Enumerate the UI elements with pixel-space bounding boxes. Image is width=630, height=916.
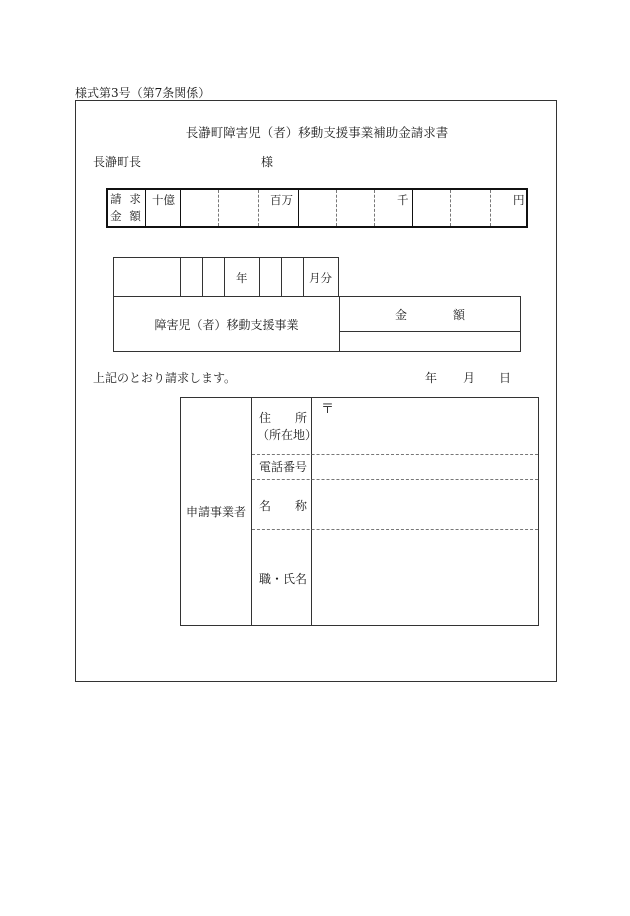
address-sublabel: （所在地） (257, 428, 318, 442)
period-cell (303, 258, 304, 296)
position-name-label: 職・氏名 (259, 572, 308, 586)
name-label (259, 498, 307, 515)
applicant-table (180, 397, 539, 626)
amount-divider (450, 190, 451, 226)
unit-yen: 円 (513, 193, 525, 207)
amount-divider (180, 190, 181, 226)
service-amount-table (113, 296, 521, 352)
amount-header-char1: 金 (394, 307, 407, 322)
address-label-char1: 住 (259, 411, 272, 425)
amount-divider (336, 190, 337, 226)
period-cell (281, 258, 282, 296)
address-label-char2: 所 (294, 411, 307, 425)
row-divider (252, 454, 538, 455)
amount-header-char2: 額 (453, 307, 466, 322)
address-label (259, 410, 317, 444)
period-cell (259, 258, 260, 296)
unit-billion: 十億 (152, 193, 175, 207)
amount-divider (490, 190, 491, 226)
form-number: 様式第3号（第7条関係） (75, 86, 211, 100)
period-table (113, 257, 339, 297)
unit-thousand: 千 (397, 193, 409, 207)
period-cell (180, 258, 181, 296)
period-year-label: 年 (236, 271, 248, 285)
amount-label (108, 190, 146, 226)
row-divider (252, 479, 538, 480)
phone-label: 電話番号 (259, 460, 308, 474)
period-cell (202, 258, 203, 296)
unit-million: 百万 (270, 193, 293, 207)
period-month-label: 月分 (309, 271, 332, 285)
honorific: 様 (261, 155, 274, 169)
form-frame (75, 100, 557, 682)
name-label-char1: 名 (259, 499, 272, 513)
date-day-label: 日 (499, 371, 512, 385)
row-divider (252, 529, 538, 530)
period-cell (224, 258, 225, 296)
name-label-char2: 称 (294, 499, 307, 513)
postal-mark: 〒 (321, 402, 335, 417)
amount-divider (218, 190, 219, 226)
amount-label-line1: 請 求 (110, 192, 143, 206)
amount-table (106, 188, 528, 228)
date-year-label: 年 (425, 371, 438, 385)
amount-label-line2: 金 額 (110, 209, 143, 223)
amount-header (340, 297, 520, 332)
date-month-label: 月 (463, 371, 476, 385)
service-label: 障害児（者）移動支援事業 (114, 297, 340, 351)
applicant-section-label: 申請事業者 (181, 398, 252, 625)
amount-divider (298, 190, 299, 226)
form-title: 長瀞町障害児（者）移動支援事業補助金請求書 (185, 125, 449, 140)
statement: 上記のとおり請求します。 (93, 371, 237, 385)
amount-divider (258, 190, 259, 226)
amount-divider (412, 190, 413, 226)
amount-divider (374, 190, 375, 226)
addressee: 長瀞町長 (93, 155, 142, 169)
